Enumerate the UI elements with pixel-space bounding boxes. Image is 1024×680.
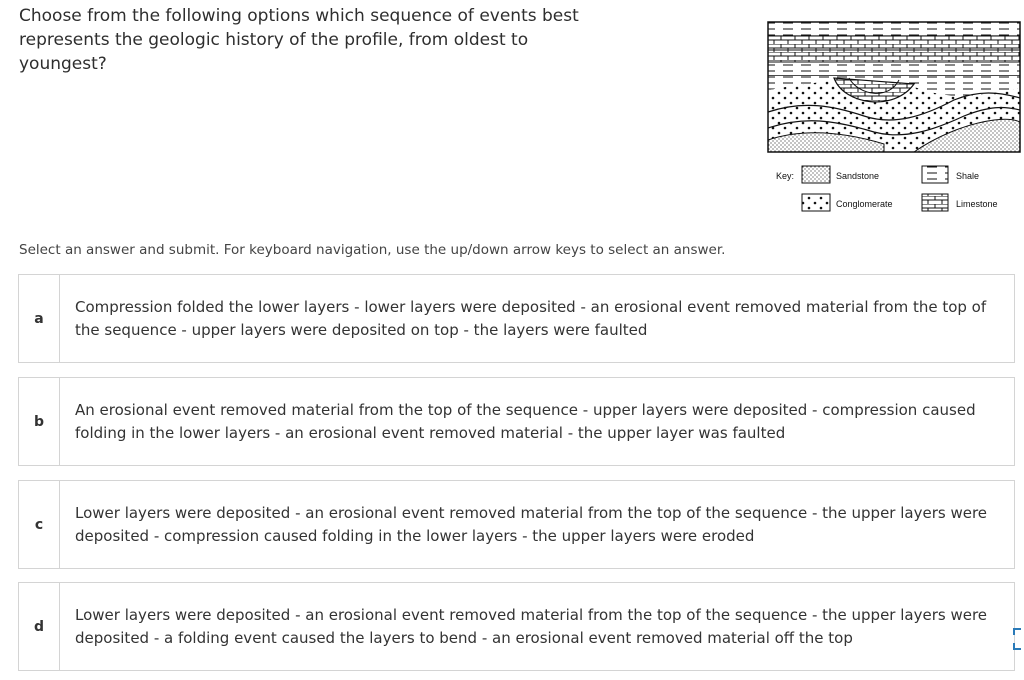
legend-shale: Shale: [956, 171, 980, 181]
geologic-cross-section: [764, 20, 1024, 220]
legend-sandstone: Sandstone: [836, 171, 880, 181]
option-text: An erosional event removed material from the top of the sequence - upper layers were deposited - compression caused folding in the lower layers - an erosional event removed material - the upper layer was faulted: [75, 400, 976, 442]
limestone-swatch: [922, 194, 948, 211]
legend-limestone: Limestone: [956, 199, 998, 209]
figure-key: [776, 166, 998, 211]
option-text: Lower layers were deposited - an erosional event removed material from the top of the sequence - the upper layers were deposited - a folding event caused the layers to bend - an erosional event removed material off the top: [75, 605, 988, 647]
question-text: [19, 4, 619, 76]
sandstone-swatch: [802, 166, 830, 183]
option-letter: c: [19, 481, 60, 568]
option-text: Compression folded the lower layers - lower layers were deposited - an erosional event removed material from the top of the sequence - upper layers were deposited on top - the layers were faulted: [75, 297, 987, 339]
upper-layers: [768, 22, 1020, 76]
conglomerate-swatch: [802, 194, 830, 211]
instructions-text: Select an answer and submit. For keyboard navigation, use the up/down arrow keys to select an answer.: [19, 242, 726, 258]
answer-option-a[interactable]: [18, 274, 1015, 363]
option-letter: b: [19, 378, 60, 465]
key-label: Key:: [776, 171, 795, 181]
question-line-2: represents the geologic history of the profile, from oldest to youngest?: [19, 30, 529, 74]
option-text: Lower layers were deposited - an erosional event removed material from the top of the sequence - the upper layers were deposited - compression caused folding in the lower layers - the upper layers were eroded: [75, 503, 988, 545]
question-line-1: Choose from the following options which sequence of events best: [19, 6, 579, 26]
answer-option-b[interactable]: [18, 377, 1015, 466]
option-letter: a: [19, 275, 60, 362]
answer-option-c[interactable]: [18, 480, 1015, 569]
geologic-profile-figure: [764, 20, 1024, 220]
expand-icon[interactable]: [1010, 626, 1024, 652]
answer-option-d[interactable]: [18, 582, 1015, 671]
option-letter: d: [19, 583, 60, 670]
legend-conglomerate: Conglomerate: [836, 199, 893, 209]
shale-swatch: [922, 166, 948, 183]
